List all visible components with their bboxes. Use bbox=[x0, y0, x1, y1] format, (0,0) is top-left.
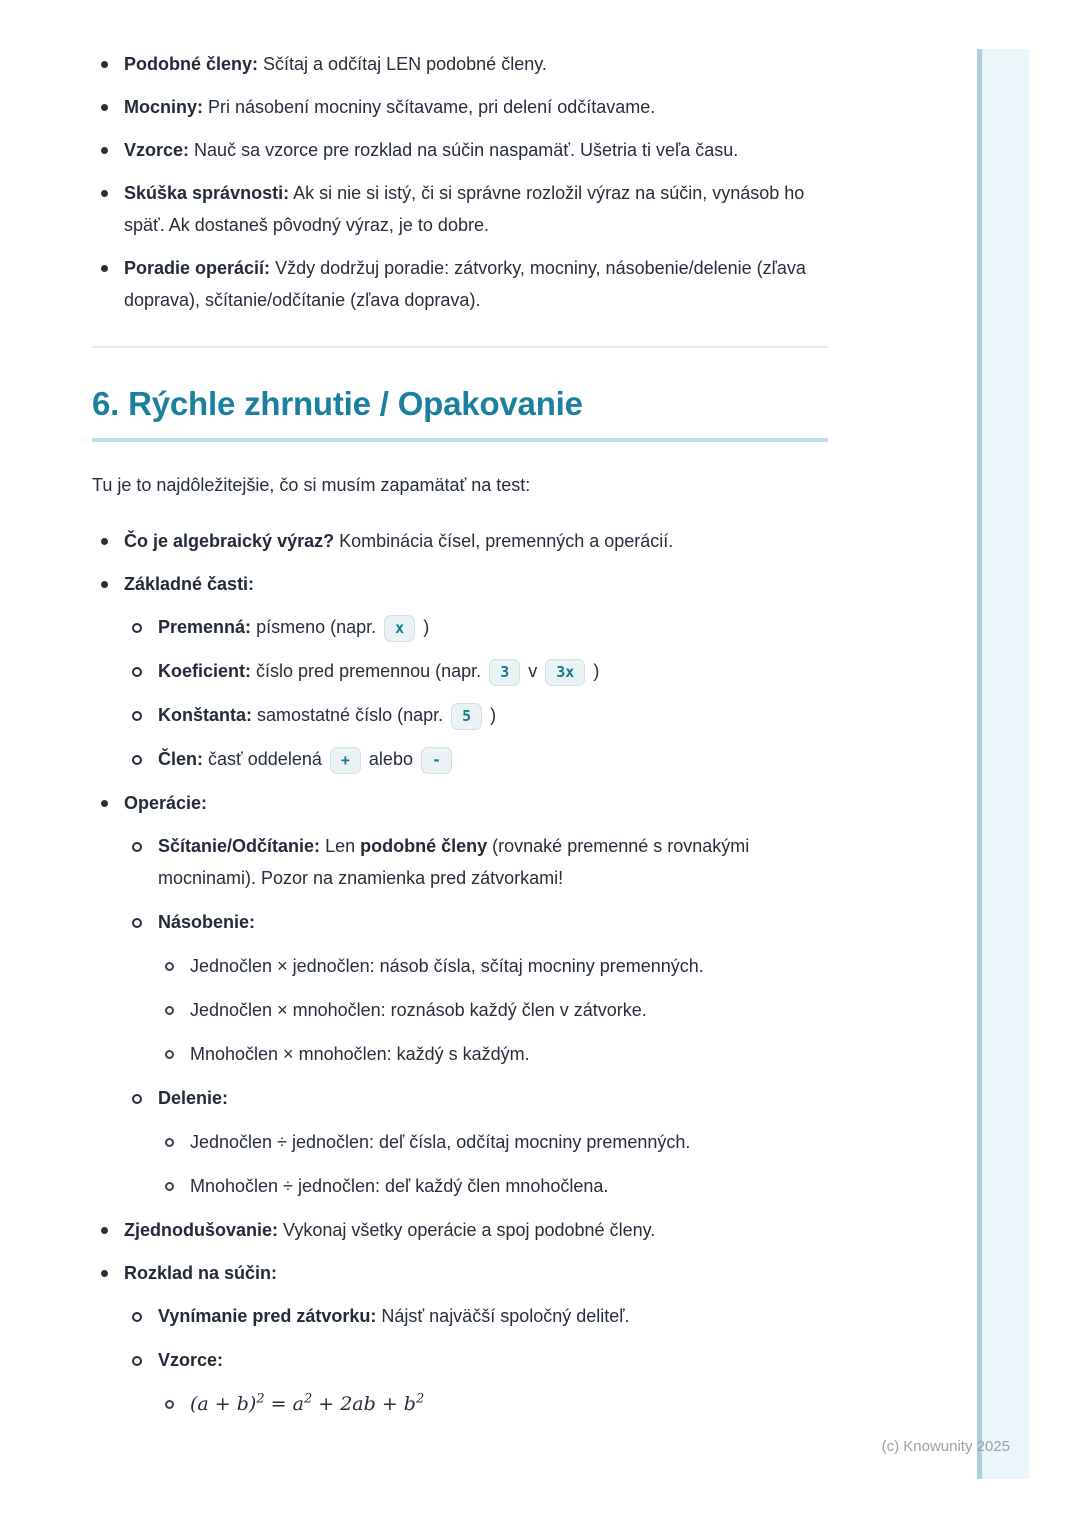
code-badge: x bbox=[384, 615, 415, 642]
tip-item bbox=[92, 134, 828, 166]
op-scitanie bbox=[126, 830, 828, 894]
formula-item bbox=[160, 1388, 828, 1420]
nasobenie-sublist bbox=[160, 950, 828, 1070]
tip-text: Sčítaj a odčítaj LEN podobné členy. bbox=[263, 54, 547, 74]
part-text: časť oddelená bbox=[208, 749, 322, 769]
tip-item bbox=[92, 91, 828, 123]
code-badge: 5 bbox=[451, 703, 482, 730]
part-label: Člen: bbox=[158, 749, 203, 769]
op-text: Len bbox=[325, 836, 356, 856]
delenie-sublist bbox=[160, 1126, 828, 1202]
summary-item-parts bbox=[92, 568, 828, 600]
tip-text: Nauč sa vzorce pre rozklad na súčin naspamäť. Ušetria ti veľa času. bbox=[194, 140, 739, 160]
list-item: Jednočlen × mnohočlen: roznásob každý člen v zátvorke. bbox=[160, 994, 828, 1026]
tip-label: Skúška správnosti: bbox=[124, 183, 290, 203]
page-content bbox=[92, 48, 828, 1432]
tip-label: Vzorce: bbox=[124, 140, 190, 160]
code-badge: 3 bbox=[489, 659, 520, 686]
part-label: Premenná: bbox=[158, 617, 252, 637]
op-text: (rovnaké premenné s rovnakými mocninami). Pozor na znamienka pred zátvorkami! bbox=[158, 836, 750, 888]
footer-copyright: (c) Knowunity 2025 bbox=[881, 1438, 1010, 1455]
tip-text: Ak si nie si istý, či si správne rozložil výraz na súčin, vynásob ho späť. Ak dostaneš pôvodný výraz, je to dobre. bbox=[124, 183, 805, 235]
list-item: Jednočlen ÷ jednočlen: deľ čísla, odčítaj mocniny premenných. bbox=[160, 1126, 828, 1158]
math-formula: $(a + b)^2 = a^2 + 2ab + b^2$ bbox=[190, 1391, 425, 1415]
list-item: Mnohočlen ÷ jednočlen: deľ každý člen mnohočlena. bbox=[160, 1170, 828, 1202]
tip-label: Poradie operácií: bbox=[124, 258, 271, 278]
tip-label: Mocniny: bbox=[124, 97, 203, 117]
tip-item bbox=[92, 48, 828, 80]
rozklad-label: Vynímanie pred zátvorku: bbox=[158, 1306, 377, 1326]
rozklad-sublist bbox=[126, 1300, 828, 1420]
summary-text: Kombinácia čísel, premenných a operácií. bbox=[339, 531, 674, 551]
section-intro: Tu je to najdôležitejšie, čo si musím zapamätať na test: bbox=[92, 475, 531, 495]
op-label: Násobenie: bbox=[158, 912, 256, 932]
tip-item bbox=[92, 177, 828, 241]
parts-sublist bbox=[126, 611, 828, 775]
part-text: ) bbox=[593, 661, 600, 681]
rozklad-vynimanie bbox=[126, 1300, 828, 1332]
tip-item bbox=[92, 252, 828, 316]
summary-label: Rozklad na súčin: bbox=[124, 1263, 278, 1283]
part-premenna bbox=[126, 611, 828, 643]
summary-label: Čo je algebraický výraz? bbox=[124, 531, 335, 551]
rozklad-vzorce bbox=[126, 1344, 828, 1376]
op-label: Sčítanie/Odčítanie: bbox=[158, 836, 321, 856]
summary-item-q1 bbox=[92, 525, 828, 557]
scrollbar[interactable] bbox=[977, 49, 1029, 1479]
summary-label: Zjednodušovanie: bbox=[124, 1220, 279, 1240]
section-title-underline bbox=[92, 438, 828, 442]
rozklad-label: Vzorce: bbox=[158, 1350, 224, 1370]
part-koeficient bbox=[126, 655, 828, 687]
code-badge: + bbox=[330, 747, 361, 774]
summary-text: Vykonaj všetky operácie a spoj podobné členy. bbox=[283, 1220, 656, 1240]
code-badge: 3x bbox=[545, 659, 585, 686]
operacie-sublist bbox=[126, 830, 828, 1202]
op-nasobenie bbox=[126, 906, 828, 938]
tip-label: Podobné členy: bbox=[124, 54, 259, 74]
part-label: Konštanta: bbox=[158, 705, 252, 725]
vzorce-sublist bbox=[160, 1388, 828, 1420]
code-badge: - bbox=[421, 747, 452, 774]
part-clen bbox=[126, 743, 828, 775]
part-text: písmeno (napr. bbox=[256, 617, 377, 637]
section-title: 6. Rýchle zhrnutie / Opakovanie bbox=[92, 385, 583, 422]
summary-item-zjednodusovanie bbox=[92, 1214, 828, 1246]
summary-item-rozklad bbox=[92, 1257, 828, 1289]
part-text: alebo bbox=[368, 749, 413, 769]
list-item: Jednočlen × jednočlen: násob čísla, sčítaj mocniny premenných. bbox=[160, 950, 828, 982]
part-konstanta bbox=[126, 699, 828, 731]
rozklad-text: Nájsť najväčší spoločný deliteľ. bbox=[381, 1306, 630, 1326]
tip-text: Pri násobení mocniny sčítavame, pri delení odčítavame. bbox=[208, 97, 656, 117]
part-text: ) bbox=[423, 617, 430, 637]
op-label: Delenie: bbox=[158, 1088, 229, 1108]
list-item: Mnohočlen × mnohočlen: každý s každým. bbox=[160, 1038, 828, 1070]
part-label: Koeficient: bbox=[158, 661, 252, 681]
part-text: číslo pred premennou (napr. bbox=[256, 661, 482, 681]
part-text: samostatné číslo (napr. bbox=[257, 705, 444, 725]
summary-list bbox=[92, 525, 828, 1420]
tip-text: Vždy dodržuj poradie: zátvorky, mocniny, násobenie/delenie (zľava doprava), sčítanie/odčítanie (zľava doprava). bbox=[124, 258, 806, 310]
summary-label: Operácie: bbox=[124, 793, 208, 813]
summary-item-operacie bbox=[92, 787, 828, 819]
op-delenie bbox=[126, 1082, 828, 1114]
op-bold-phrase: podobné členy bbox=[360, 836, 488, 856]
tips-list bbox=[92, 48, 828, 316]
section-divider bbox=[92, 346, 828, 348]
part-text: v bbox=[528, 661, 538, 681]
part-text: ) bbox=[490, 705, 497, 725]
summary-label: Základné časti: bbox=[124, 574, 255, 594]
